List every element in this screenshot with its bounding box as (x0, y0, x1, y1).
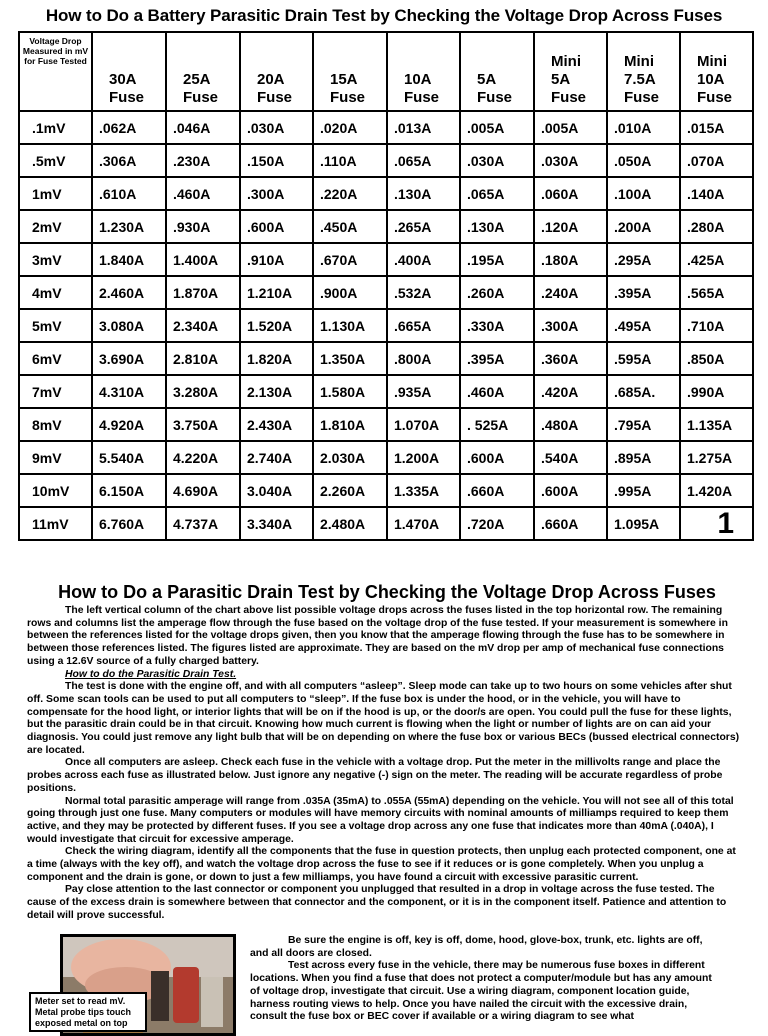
paragraph: Pay close attention to the last connector or component you unplugged that resulted in a drop in voltage across the fuse tested. The cause of the excess drain is somewhere between that connector and the component, or it is in the component itself. Patience and attention to detail will prove successful. (27, 884, 727, 921)
amperage-cell: 4.920A (92, 408, 166, 441)
amperage-cell: 6.150A (92, 474, 166, 507)
amperage-cell: .030A (534, 144, 607, 177)
table-row (19, 507, 753, 540)
amperage-cell: 3.280A (166, 375, 240, 408)
table-row (19, 144, 753, 177)
column-header (92, 32, 166, 111)
amperage-cell: .230A (166, 144, 240, 177)
column-header-line: Fuse (404, 89, 440, 106)
column-header-line (404, 53, 459, 71)
amperage-cell: .795A (607, 408, 680, 441)
page-title: How to Do a Battery Parasitic Drain Test by Checking the Voltage Drop Across Fuses (45, 6, 723, 25)
amperage-cell: 1.095A (607, 507, 680, 540)
amperage-cell: 2.810A (166, 342, 240, 375)
amperage-cell: .330A (460, 309, 534, 342)
amperage-cell: .060A (534, 177, 607, 210)
column-header-line: Fuse (183, 89, 219, 106)
amperage-cell: .200A (607, 210, 680, 243)
amperage-cell: .100A (607, 177, 680, 210)
column-header-line: Fuse (551, 89, 587, 106)
column-header-line (477, 53, 533, 71)
amperage-cell: 1.580A (313, 375, 387, 408)
amperage-cell: .140A (680, 177, 753, 210)
amperage-cell: 3.340A (240, 507, 313, 540)
amperage-cell: .480A (534, 408, 607, 441)
column-header-line: 7.5A (624, 71, 656, 88)
voltage-drop-cell: 8mV (19, 408, 92, 441)
amperage-cell: 4.690A (166, 474, 240, 507)
amperage-cell: .010A (607, 111, 680, 144)
amperage-cell: .400A (387, 243, 460, 276)
column-header-line: Mini (697, 53, 727, 70)
amperage-cell: .130A (387, 177, 460, 210)
paragraph: The test is done with the engine off, and with all computers “asleep”. Sleep mode can take up to two hours on some vehicles after shut off. Some scan tools can be used to put all computers to “sleep”. If the fuse box is under the hood, or in the vehicle, you will have to compensate for the hood light, or interior lights that will be on if the hood is up, or the door/s are open. You could pull the fuse for these lights, but the parasitic drain could be in that circuit. Knowing how much current is flowing when the light or number of lights are on can aid your diagnosis. You could just remove any light bulb that will be on depending on where the fuse box or various BECs (bussed electrical connectors) are located. (27, 681, 740, 756)
amperage-cell: .360A (534, 342, 607, 375)
amperage-cell: .260A (460, 276, 534, 309)
paragraph: Once all computers are asleep. Check each fuse in the vehicle with a voltage drop. Put the meter in the millivolts range and place the probes across each fuse as illustrated below. Just ignore any negative (-) sign on the meter. The reading will be accurate regardless of probe positions. (27, 757, 723, 794)
amperage-cell: .990A (680, 375, 753, 408)
table-row (19, 309, 753, 342)
amperage-cell: .600A (534, 474, 607, 507)
amperage-cell: 1.130A (313, 309, 387, 342)
amperage-cell: .420A (534, 375, 607, 408)
table-row (19, 342, 753, 375)
amperage-cell: .910A (240, 243, 313, 276)
column-header-line: 10A (697, 71, 725, 88)
column-header-line: 30A (109, 71, 137, 88)
amperage-cell: .306A (92, 144, 166, 177)
amperage-cell: .565A (680, 276, 753, 309)
paragraph: The left vertical column of the chart above list possible voltage drops across the fuses listed in the top horizontal row. The remaining rows and columns list the amperage flow through the fuse based on the voltage drop of the fuse tested. If your measurement is somewhere in between the references listed for the voltage drops given, then you know that the amperage flowing through the fuse has to be somewhere in between those references listed. The figures listed are approximate. They are based on the mV drop per amp of mechanical fuse connections using a 12.6V source of a fully charged battery. (27, 605, 728, 667)
section-title: How to Do a Parasitic Drain Test by Checking the Voltage Drop Across Fuses (58, 582, 716, 602)
amperage-cell: .995A (607, 474, 680, 507)
amperage-cell: 1.350A (313, 342, 387, 375)
amperage-cell: .020A (313, 111, 387, 144)
amperage-cell: .395A (460, 342, 534, 375)
amperage-cell: 2.340A (166, 309, 240, 342)
column-header-line (109, 53, 165, 71)
column-header-line: Fuse (477, 89, 513, 106)
amperage-cell: .013A (387, 111, 460, 144)
amperage-cell: 1.275A (680, 441, 753, 474)
amperage-cell: .495A (607, 309, 680, 342)
amperage-cell: .540A (534, 441, 607, 474)
column-header-line: 5A (477, 71, 497, 88)
voltage-drop-cell: 2mV (19, 210, 92, 243)
amperage-cell: .130A (460, 210, 534, 243)
amperage-cell: 2.740A (240, 441, 313, 474)
column-header-line (330, 53, 386, 71)
column-header-line: Fuse (697, 89, 733, 106)
amperage-cell: .300A (240, 177, 313, 210)
amperage-cell: .050A (607, 144, 680, 177)
amperage-cell: 2.030A (313, 441, 387, 474)
amperage-cell: .005A (460, 111, 534, 144)
column-header (387, 32, 460, 111)
table-row (19, 177, 753, 210)
column-header (166, 32, 240, 111)
amperage-cell: 1.070A (387, 408, 460, 441)
voltage-drop-cell: 10mV (19, 474, 92, 507)
instructions-text (27, 605, 740, 923)
voltage-drop-cell: .5mV (19, 144, 92, 177)
amperage-cell: 5.540A (92, 441, 166, 474)
page-number: 1 (717, 506, 734, 540)
lower-instructions-text (250, 935, 720, 1024)
amperage-cell: .450A (313, 210, 387, 243)
table-row (19, 441, 753, 474)
amperage-cell: 4.220A (166, 441, 240, 474)
column-header (313, 32, 387, 111)
amperage-cell: 1.470A (387, 507, 460, 540)
column-header-line: 15A (330, 71, 358, 88)
table-row (19, 111, 753, 144)
photo-caption: Meter set to read mV. Metal probe tips touch exposed metal on top (29, 992, 147, 1032)
amperage-cell: .710A (680, 309, 753, 342)
column-header (460, 32, 534, 111)
amperage-cell: .425A (680, 243, 753, 276)
amperage-cell: 1.230A (92, 210, 166, 243)
amperage-cell: 2.260A (313, 474, 387, 507)
amperage-cell: 1.520A (240, 309, 313, 342)
voltage-drop-cell: 1mV (19, 177, 92, 210)
column-header-line: Fuse (257, 89, 293, 106)
paragraph: Check the wiring diagram, identify all the components that the fuse in question protects, then unplug each protected component, one at a time (always with the key off), and watch the voltage drop across the fuse to see if it reduces or is gone completely. When you unplug a component and the drain is gone, or down to just a few milliamps, you have found a circuit with excessive parasitic current. (27, 846, 736, 883)
paragraph: Test across every fuse in the vehicle, there may be numerous fuse boxes in different locations. When you find a fuse that does not protect a computer/module but has any amount of voltage drop, investigate that circuit. Use a wiring diagram, component location guide, harness routing views to help. Once you have nailed the circuit with the excessive drain, consult the fuse box or BEC cover if available or a wiring diagram to see what (250, 960, 712, 1023)
amperage-cell: .395A (607, 276, 680, 309)
amperage-cell: 1.420A (680, 474, 753, 507)
amperage-cell: .180A (534, 243, 607, 276)
amperage-cell: .220A (313, 177, 387, 210)
amperage-cell: .610A (92, 177, 166, 210)
amperage-cell: .720A (460, 507, 534, 540)
table-row (19, 276, 753, 309)
table-row (19, 243, 753, 276)
amperage-cell: .062A (92, 111, 166, 144)
voltage-drop-cell: 3mV (19, 243, 92, 276)
column-header-line: Fuse (330, 89, 366, 106)
amperage-cell: . 525A (460, 408, 534, 441)
column-header (534, 32, 607, 111)
amperage-cell: 1.840A (92, 243, 166, 276)
amperage-cell: .685A. (607, 375, 680, 408)
amperage-cell: 6.760A (92, 507, 166, 540)
table-row (19, 474, 753, 507)
amperage-cell: .850A (680, 342, 753, 375)
column-header-line (257, 53, 312, 71)
column-header-line: Mini (624, 53, 654, 70)
amperage-cell: .800A (387, 342, 460, 375)
amperage-cell: .280A (680, 210, 753, 243)
voltage-drop-cell: 6mV (19, 342, 92, 375)
amperage-cell (680, 507, 753, 540)
amperage-cell: 1.820A (240, 342, 313, 375)
amperage-cell: 2.430A (240, 408, 313, 441)
amperage-cell: .665A (387, 309, 460, 342)
column-header-line (183, 53, 239, 71)
amperage-cell: .120A (534, 210, 607, 243)
amperage-cell: .600A (460, 441, 534, 474)
amperage-cell: .240A (534, 276, 607, 309)
column-header (240, 32, 313, 111)
amperage-cell: 2.480A (313, 507, 387, 540)
amperage-cell: .110A (313, 144, 387, 177)
column-header-line: Fuse (109, 89, 145, 106)
amperage-cell: 3.040A (240, 474, 313, 507)
voltage-drop-cell: 5mV (19, 309, 92, 342)
amperage-cell: .065A (387, 144, 460, 177)
amperage-cell: 4.310A (92, 375, 166, 408)
subheading: How to do the Parasitic Drain Test. (65, 668, 237, 680)
table-body (19, 111, 753, 540)
corner-header: Voltage Drop Measured in mV for Fuse Tested (19, 32, 92, 111)
column-header (680, 32, 753, 111)
amperage-cell: .030A (460, 144, 534, 177)
table-row (19, 375, 753, 408)
voltage-drop-cell: 9mV (19, 441, 92, 474)
amperage-cell: .595A (607, 342, 680, 375)
amperage-cell: 1.200A (387, 441, 460, 474)
amperage-cell: .935A (387, 375, 460, 408)
column-header-line: 5A (551, 71, 571, 88)
paragraph: Be sure the engine is off, key is off, dome, hood, glove-box, trunk, etc. lights are off, and all doors are closed. (250, 935, 703, 959)
table-header-row (19, 32, 753, 111)
amperage-cell: 1.135A (680, 408, 753, 441)
voltage-drop-cell: .1mV (19, 111, 92, 144)
amperage-cell: .295A (607, 243, 680, 276)
amperage-cell: 2.130A (240, 375, 313, 408)
amperage-cell: 3.080A (92, 309, 166, 342)
fuse-voltage-drop-table (18, 31, 754, 541)
amperage-cell: 1.810A (313, 408, 387, 441)
amperage-cell: .005A (534, 111, 607, 144)
amperage-cell: 1.210A (240, 276, 313, 309)
amperage-cell: .600A (240, 210, 313, 243)
paragraph: Normal total parasitic amperage will range from .035A (35mA) to .055A (55mA) depending on the vehicle. You will not see all of this total going through just one fuse. Many computers or modules will have memory circuits with nominal amounts of milliamps required to keep them active, and they may be protected by different fuses. If you see a voltage drop across any one fuse that indicates more than 40mA (.040A), I would investigate that circuit for excessive amperage. (27, 795, 734, 845)
amperage-cell: 3.750A (166, 408, 240, 441)
voltage-drop-cell: 11mV (19, 507, 92, 540)
amperage-cell: .895A (607, 441, 680, 474)
voltage-drop-cell: 7mV (19, 375, 92, 408)
amperage-cell: .046A (166, 111, 240, 144)
amperage-cell: 2.460A (92, 276, 166, 309)
column-header-line: 10A (404, 71, 432, 88)
voltage-drop-cell: 4mV (19, 276, 92, 309)
column-header-line: Mini (551, 53, 581, 70)
amperage-cell: .660A (534, 507, 607, 540)
amperage-cell: .930A (166, 210, 240, 243)
amperage-cell: .030A (240, 111, 313, 144)
column-header-line: 20A (257, 71, 285, 88)
amperage-cell: .015A (680, 111, 753, 144)
amperage-cell: .065A (460, 177, 534, 210)
amperage-cell: .532A (387, 276, 460, 309)
amperage-cell: 3.690A (92, 342, 166, 375)
column-header (607, 32, 680, 111)
amperage-cell: .660A (460, 474, 534, 507)
amperage-cell: .150A (240, 144, 313, 177)
amperage-cell: .460A (460, 375, 534, 408)
table-row (19, 210, 753, 243)
amperage-cell: 1.870A (166, 276, 240, 309)
amperage-cell: .265A (387, 210, 460, 243)
column-header-line: Fuse (624, 89, 660, 106)
amperage-cell: 4.737A (166, 507, 240, 540)
amperage-cell: 1.400A (166, 243, 240, 276)
column-header-line: 25A (183, 71, 211, 88)
table-row (19, 408, 753, 441)
amperage-cell: .460A (166, 177, 240, 210)
amperage-cell: .900A (313, 276, 387, 309)
amperage-cell: .300A (534, 309, 607, 342)
amperage-cell: .670A (313, 243, 387, 276)
amperage-cell: .070A (680, 144, 753, 177)
amperage-cell: .195A (460, 243, 534, 276)
amperage-cell: 1.335A (387, 474, 460, 507)
